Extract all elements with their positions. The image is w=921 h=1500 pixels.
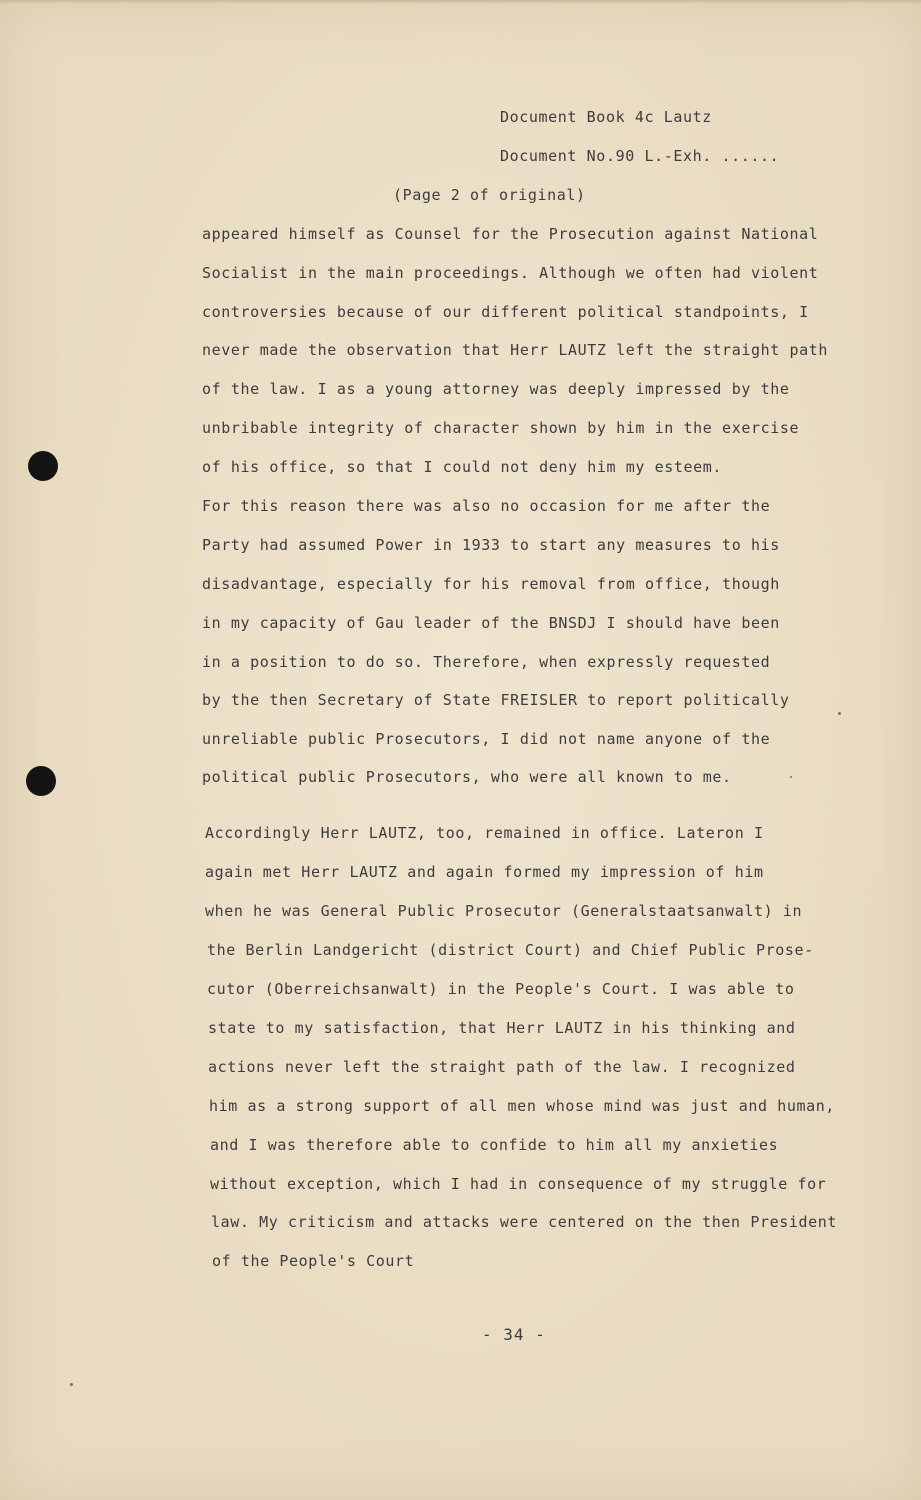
paper-edge: [0, 0, 921, 4]
text-line: never made the observation that Herr LAUTZ left the straight path: [202, 341, 828, 359]
paper-speck: [838, 712, 841, 715]
text-line: in my capacity of Gau leader of the BNSDJ I should have been: [202, 614, 780, 632]
text-line: and I was therefore able to confide to him all my anxieties: [210, 1136, 779, 1154]
text-line: Accordingly Herr LAUTZ, too, remained in office. Lateron I: [205, 824, 764, 842]
text-line: appeared himself as Counsel for the Prosecution against National: [202, 225, 819, 243]
document-number-line: Document No.90 L.-Exh. ......: [500, 147, 780, 165]
text-line: of the law. I as a young attorney was deeply impressed by the: [202, 380, 790, 398]
text-line: For this reason there was also no occasion for me after the: [202, 497, 771, 515]
text-line: him as a strong support of all men whose mind was just and human,: [209, 1097, 835, 1115]
text-line: by the then Secretary of State FREISLER to report politically: [202, 691, 790, 709]
text-line: when he was General Public Prosecutor (Generalstaatsanwalt) in: [205, 902, 803, 920]
text-line: disadvantage, especially for his removal from office, though: [202, 575, 780, 593]
text-line: in a position to do so. Therefore, when expressly requested: [202, 653, 771, 671]
text-line: of the People's Court: [212, 1252, 415, 1270]
text-line: controversies because of our different political standpoints, I: [202, 303, 809, 321]
page-reference: (Page 2 of original): [393, 186, 586, 204]
paper-speck: [790, 776, 792, 778]
text-line: unbribable integrity of character shown by him in the exercise: [202, 419, 800, 437]
punch-hole-top: [28, 451, 58, 481]
text-line: state to my satisfaction, that Herr LAUTZ in his thinking and: [208, 1019, 796, 1037]
page-number: - 34 -: [482, 1325, 546, 1344]
text-line: unreliable public Prosecutors, I did not name anyone of the: [202, 730, 771, 748]
text-line: political public Prosecutors, who were all known to me.: [202, 768, 732, 786]
text-line: Party had assumed Power in 1933 to start any measures to his: [202, 536, 780, 554]
text-line: again met Herr LAUTZ and again formed my impression of him: [205, 863, 764, 881]
text-line: cutor (Oberreichsanwalt) in the People's Court. I was able to: [207, 980, 795, 998]
text-line: Socialist in the main proceedings. Although we often had violent: [202, 264, 819, 282]
text-line: law. My criticism and attacks were centered on the then President: [211, 1213, 837, 1231]
text-line: of his office, so that I could not deny him my esteem.: [202, 458, 723, 476]
punch-hole-bottom: [26, 766, 56, 796]
text-line: without exception, which I had in consequence of my struggle for: [210, 1175, 827, 1193]
document-book-line: Document Book 4c Lautz: [500, 108, 712, 126]
paper-speck: [70, 1383, 73, 1386]
text-line: actions never left the straight path of the law. I recognized: [208, 1058, 796, 1076]
text-line: the Berlin Landgericht (district Court) and Chief Public Prose-: [207, 941, 814, 959]
